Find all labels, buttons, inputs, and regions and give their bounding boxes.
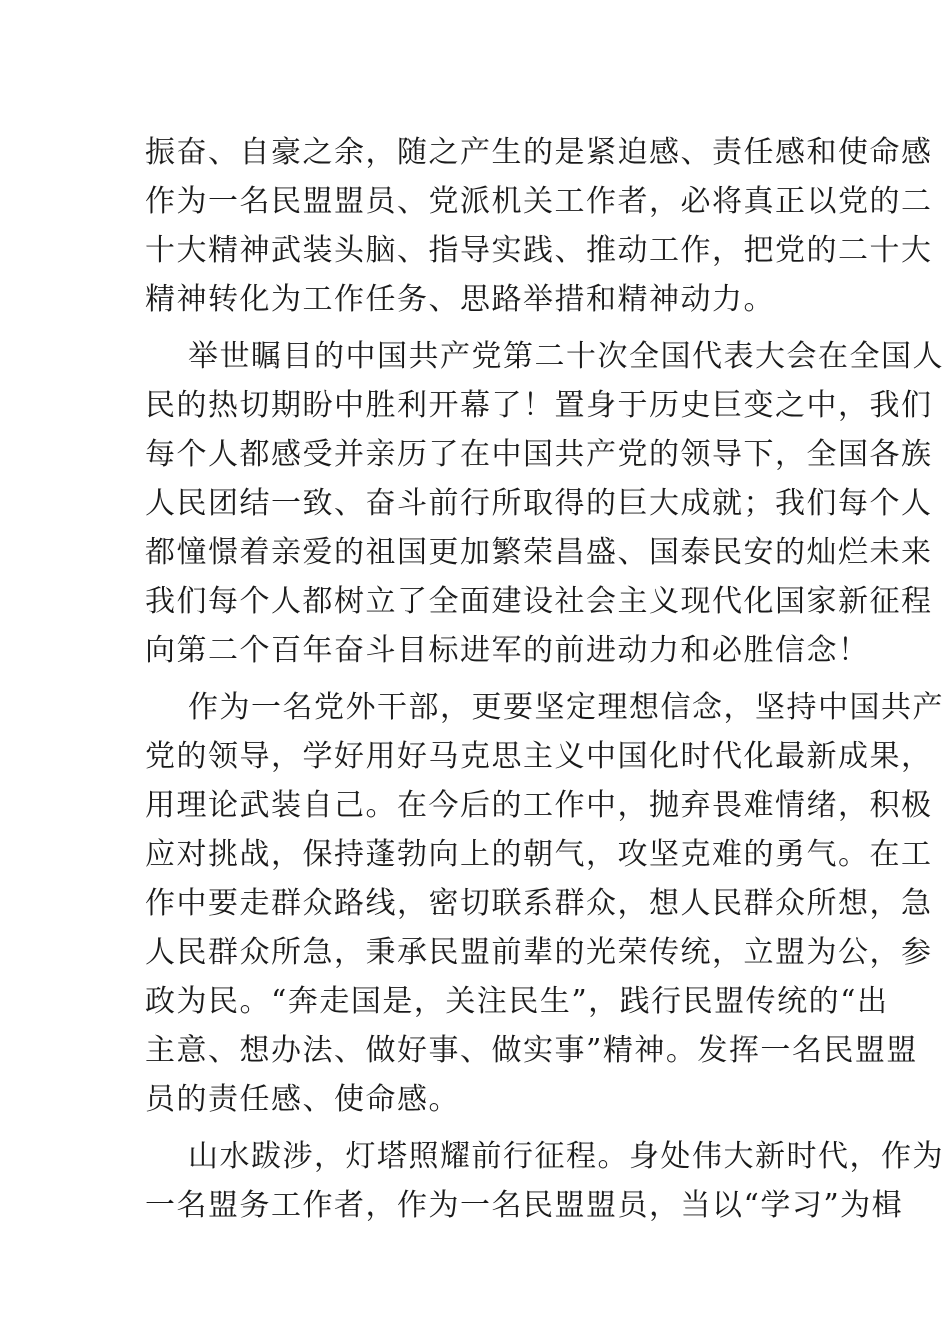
text-line: 作中要走群众路线，密切联系群众，想人民群众所想，急 <box>145 886 933 921</box>
text-line: 政为民。“奔走国是，关注民生”，践行民盟传统的“出 <box>145 984 889 1019</box>
document-body <box>145 128 944 1230</box>
text-line: 一名盟务工作者，作为一名民盟盟员，当以“学习”为楫 <box>145 1188 904 1223</box>
text-line: 人民团结一致、奋斗前行所取得的巨大成就；我们每个人 <box>145 486 933 521</box>
text-line: 每个人都感受并亲历了在中国共产党的领导下，全国各族 <box>145 437 933 472</box>
paragraph-start-line: 山水跋涉，灯塔照耀前行征程。身处伟大新时代，作为 <box>188 1139 944 1174</box>
text-line: 十大精神武装头脑、指导实践、推动工作，把党的二十大 <box>145 233 933 268</box>
text-line: 精神转化为工作任务、思路举措和精神动力。 <box>145 282 775 317</box>
text-line: 党的领导，学好用好马克思主义中国化时代化最新成果， <box>145 739 933 774</box>
text-line: 我们每个人都树立了全面建设社会主义现代化国家新征程 <box>145 584 933 619</box>
text-line: 主意、想办法、做好事、做实事”精神。发挥一名民盟盟 <box>145 1033 918 1068</box>
text-line: 都憧憬着亲爱的祖国更加繁荣昌盛、国泰民安的灿烂未来 <box>145 535 933 570</box>
paragraph-start-line: 举世瞩目的中国共产党第二十次全国代表大会在全国人 <box>188 339 944 374</box>
text-line: 民的热切期盼中胜利开幕了！置身于历史巨变之中，我们 <box>145 388 933 423</box>
text-line: 振奋、自豪之余，随之产生的是紧迫感、责任感和使命感 <box>145 135 933 170</box>
text-line: 作为一名民盟盟员、党派机关工作者，必将真正以党的二 <box>145 184 933 219</box>
text-line: 人民群众所急，秉承民盟前辈的光荣传统，立盟为公，参 <box>145 935 933 970</box>
text-line: 向第二个百年奋斗目标进军的前进动力和必胜信念！ <box>145 633 870 668</box>
paragraph-start-line: 作为一名党外干部，更要坚定理想信念，坚持中国共产 <box>188 690 944 725</box>
text-line: 应对挑战，保持蓬勃向上的朝气，攻坚克难的勇气。在工 <box>145 837 933 872</box>
text-line: 用理论武装自己。在今后的工作中，抛弃畏难情绪，积极 <box>145 788 933 823</box>
text-line: 员的责任感、使命感。 <box>145 1082 460 1117</box>
